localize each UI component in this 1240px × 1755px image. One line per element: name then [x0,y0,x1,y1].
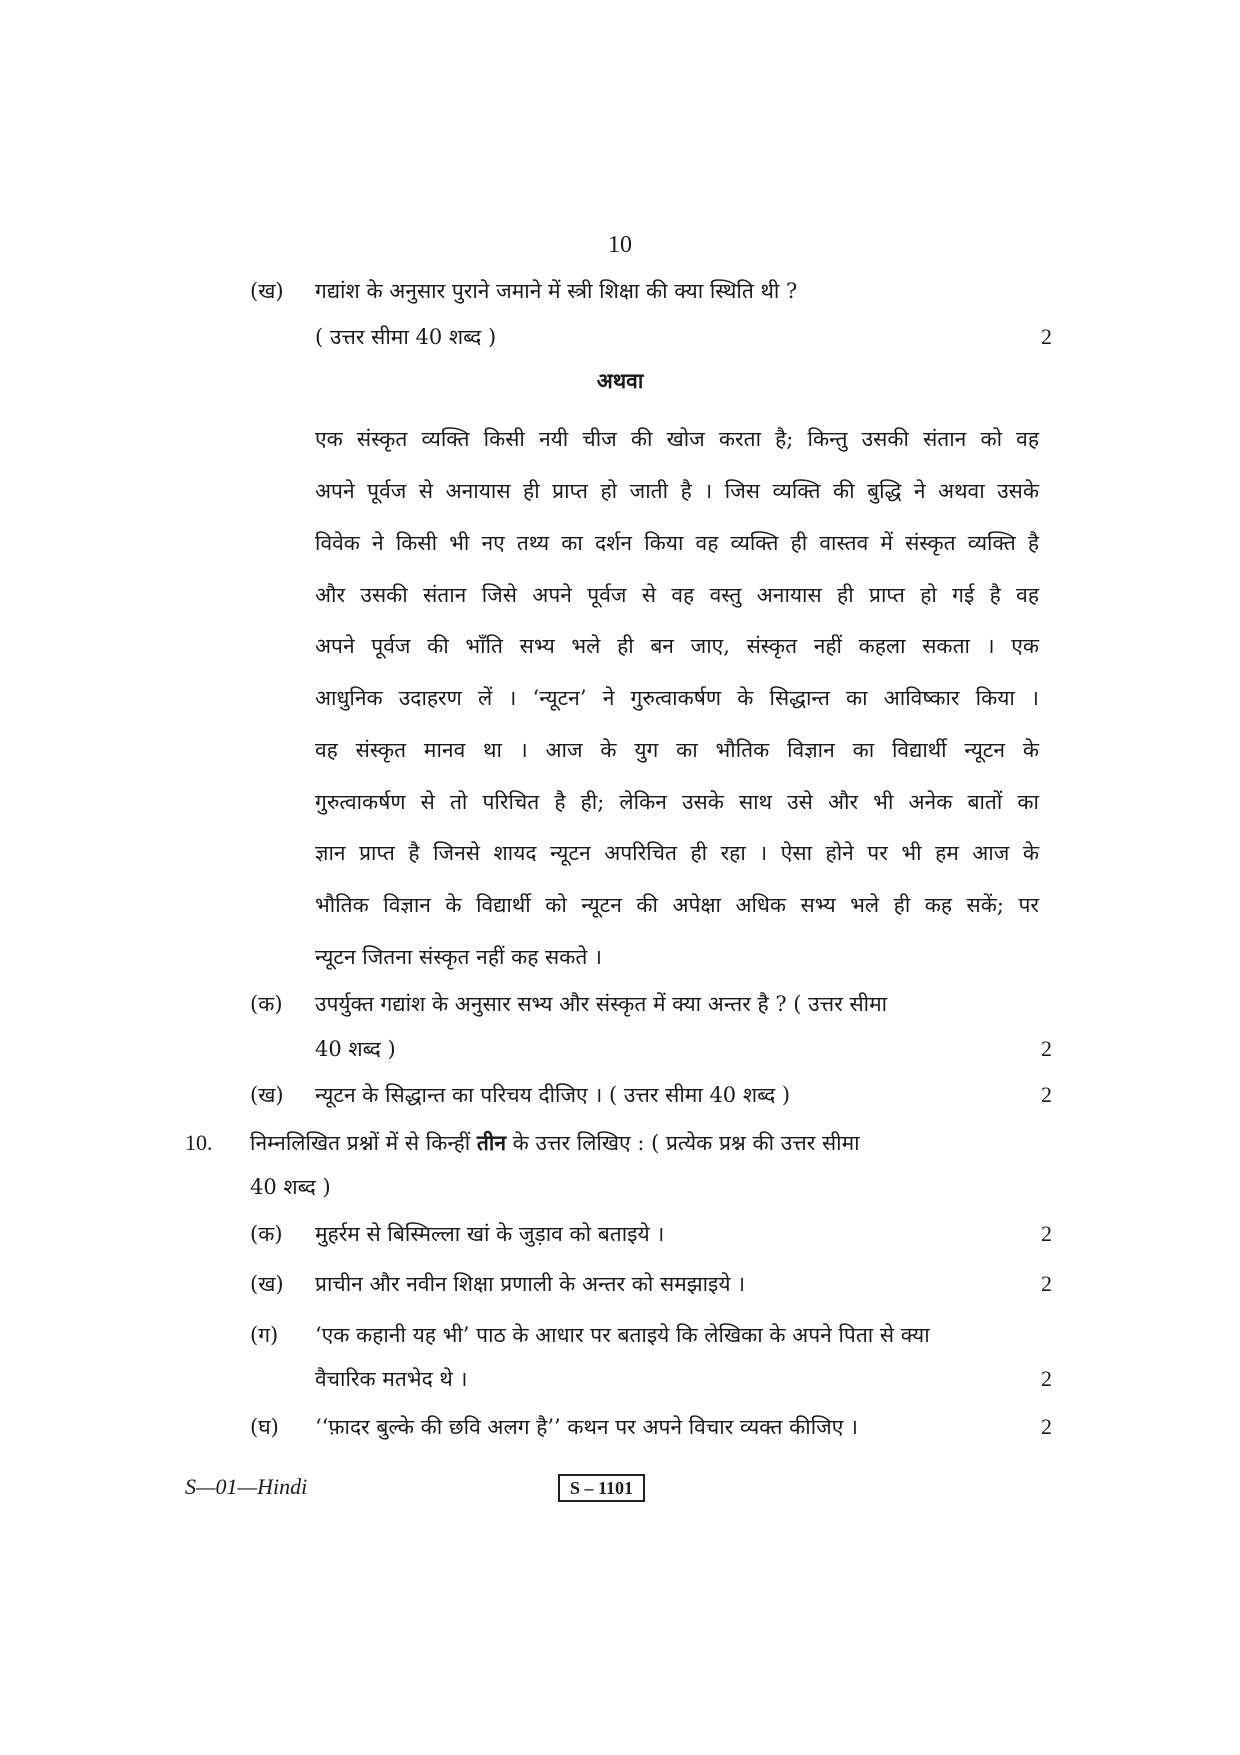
q10-item-text: प्राचीन और नवीन शिक्षा प्रणाली के अन्तर को समझाइये । [315,1272,746,1296]
passage-line: न्यूटन जितना संस्कृत नहीं कह सकते । [315,945,602,969]
q10-item-marks: 2 [1041,1366,1052,1391]
alt-q-marks: 2 [1041,1082,1052,1107]
passage-line: आधुनिक उदाहरण लें । ‘न्यूटन’ ने गुरुत्वाकर्षण के सिद्धान्त का आविष्कार किया । [315,686,1039,710]
alt-q-text-cont: 40 शब्द ) [315,1037,396,1061]
q10-intro-cont: 40 शब्द ) [250,1175,331,1199]
q10-intro-after: के उत्तर लिखिए : ( प्रत्येक प्रश्न की उत्तर सीमा [512,1131,860,1155]
passage-line: ज्ञान प्राप्त है जिनसे शायद न्यूटन अपरिचित ही रहा । ऐसा होने पर भी हम आज के [315,841,1039,865]
page-number: 10 [608,232,632,258]
q10-item-label: (घ) [250,1415,279,1439]
q10-intro [250,1128,860,1158]
alt-q-text: उपर्युक्त गद्यांश के अनुसार सभ्य और संस्कृत में क्या अन्तर है ? ( उत्तर सीमा [315,992,888,1016]
passage-line: भौतिक विज्ञान के विद्यार्थी को न्यूटन की अपेक्षा अधिक सभ्य भले ही कह सकें; पर [315,893,1039,917]
q9b-limit: ( उत्तर सीमा 40 शब्द ) [315,325,497,349]
q10-intro-bold: तीन [476,1130,506,1155]
q9b-text: गद्यांश के अनुसार पुराने जमाने में स्त्री शिक्षा की क्या स्थिति थी ? [315,279,798,303]
q10-item-text: ‘‘फ़ादर बुल्के की छवि अलग है’’ कथन पर अपने विचार व्यक्त कीजिए । [315,1415,858,1439]
alt-q-label: (ख) [250,1083,284,1107]
q10-number: 10. [185,1130,213,1155]
passage-line: एक संस्कृत व्यक्ति किसी नयी चीज की खोज करता है; किन्तु उसकी संतान को वह [315,427,1039,451]
alt-q-label: (क) [250,992,283,1016]
alt-q-marks: 2 [1041,1036,1052,1061]
q10-intro-before: निम्नलिखित प्रश्नों में से किन्हीं [250,1131,471,1155]
q10-item-text: ‘एक कहानी यह भी’ पाठ के आधार पर बताइये कि लेखिका के अपने पिता से क्या [315,1323,930,1347]
q10-item-marks: 2 [1041,1221,1052,1246]
passage-line: अपने पूर्वज से अनायास ही प्राप्त हो जाती है । जिस व्यक्ति की बुद्धि ने अथवा उसके [315,479,1039,503]
q10-item-text-cont: वैचारिक मतभेद थे । [315,1367,468,1391]
q10-item-label: (ग) [250,1323,279,1347]
q9b-label: (ख) [250,279,284,303]
passage-line: और उसकी संतान जिसे अपने पूर्वज से वह वस्तु अनायास ही प्राप्त हो गई है वह [315,583,1039,607]
passage-line: वह संस्कृत मानव था । आज के युग का भौतिक विज्ञान का विद्यार्थी न्यूटन के [315,738,1039,762]
passage-line: अपने पूर्वज की भाँति सभ्य भले ही बन जाए, संस्कृत नहीं कहला सकता । एक [315,634,1039,658]
q10-item-label: (ख) [250,1272,284,1296]
q10-item-marks: 2 [1041,1271,1052,1296]
footer-paper-code: S—01—Hindi [185,1474,308,1499]
q10-item-marks: 2 [1041,1414,1052,1439]
or-heading: अथवा [596,368,644,393]
q10-item-label: (क) [250,1222,283,1246]
footer-booklet-code: S – 1101 [558,1474,645,1502]
passage-line: गुरुत्वाकर्षण से तो परिचित है ही; लेकिन उसके साथ उसे और भी अनेक बातों का [315,790,1039,814]
q10-item-text: मुहर्रम से बिस्मिल्ला खां के जुड़ाव को बताइये । [315,1222,665,1246]
q9b-marks: 2 [1041,324,1052,349]
passage-line: विवेक ने किसी भी नए तथ्य का दर्शन किया वह व्यक्ति ही वास्तव में संस्कृत व्यक्ति है [315,531,1039,555]
alt-q-text: न्यूटन के सिद्धान्त का परिचय दीजिए । ( उत्तर सीमा 40 शब्द ) [315,1083,791,1107]
